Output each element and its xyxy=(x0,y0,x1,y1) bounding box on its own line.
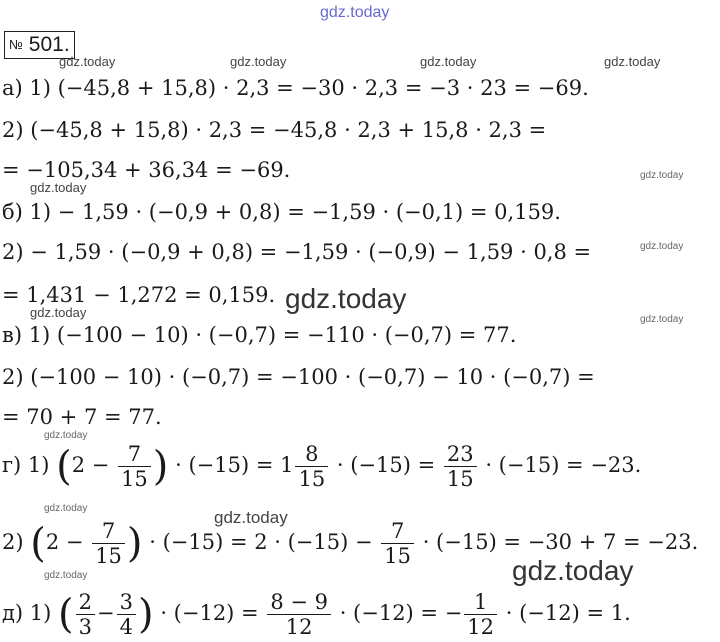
solution-line-a1: а) 1) (−45,8 + 15,8) · 2,3 = −30 · 2,3 = −3 · 23 = −69. xyxy=(2,76,589,100)
watermark: gdz.today xyxy=(30,305,87,320)
solution-line-v3: = 70 + 7 = 77. xyxy=(2,405,162,429)
label: 2) xyxy=(2,530,24,554)
fraction-numerator: 8 xyxy=(305,442,319,466)
expr: · (−15) = −30 + 7 = −23. xyxy=(422,530,699,554)
fraction-denominator: 15 xyxy=(295,466,328,491)
solution-line-g2 xyxy=(2,519,698,568)
watermark: gdz.today xyxy=(230,54,287,69)
watermark: gdz.today xyxy=(214,508,288,527)
solution-line-v1: в) 1) (−100 − 10) · (−0,7) = −110 · (−0,7) = 77. xyxy=(2,323,517,347)
number-sign: № xyxy=(9,37,23,52)
solution-line-v2: 2) (−100 − 10) · (−0,7) = −100 · (−0,7) − 10 · (−0,7) = xyxy=(2,365,595,389)
fraction xyxy=(267,590,331,639)
watermark: gdz.today xyxy=(59,54,116,69)
fraction xyxy=(92,519,125,568)
expr: 2 − xyxy=(71,453,110,477)
fraction-denominator: 15 xyxy=(444,466,477,491)
expr: · (−15) = 2 · (−15) − xyxy=(149,530,373,554)
expr: · (−12) = 1. xyxy=(505,601,631,625)
fraction xyxy=(381,519,414,568)
fraction xyxy=(444,442,477,491)
fraction-numerator: 7 xyxy=(127,442,142,466)
solution-line-b1: б) 1) − 1,59 · (−0,9 + 0,8) = −1,59 · (−0,1) = 0,159. xyxy=(2,200,561,224)
solution-line-a2: 2) (−45,8 + 15,8) · 2,3 = −45,8 · 2,3 + 15,8 · 2,3 = xyxy=(2,118,547,142)
expr: − xyxy=(97,601,115,625)
watermark: gdz.today xyxy=(640,241,684,252)
watermark: gdz.today xyxy=(420,54,477,69)
expr: · (−15) = xyxy=(336,453,436,477)
watermark: gdz.today xyxy=(604,54,661,69)
watermark-large: gdz.today xyxy=(512,555,634,586)
expr: · (−15) = 1 xyxy=(175,453,294,477)
watermark: gdz.today xyxy=(640,314,684,325)
fraction-denominator: 4 xyxy=(117,614,136,639)
fraction xyxy=(76,590,95,639)
fraction-denominator: 3 xyxy=(76,614,95,639)
problem-number: 501. xyxy=(28,33,70,56)
solution-line-g1 xyxy=(2,442,641,491)
fraction-numerator: 2 xyxy=(78,590,93,614)
watermark-large: gdz.today xyxy=(285,283,407,314)
fraction-numerator: 7 xyxy=(101,519,116,543)
watermark: gdz.today xyxy=(44,503,88,514)
paren-open: ( xyxy=(58,591,74,638)
fraction-numerator: 1 xyxy=(473,590,488,614)
expr: · (−15) = −23. xyxy=(485,453,642,477)
fraction-numerator: 7 xyxy=(390,519,405,543)
fraction xyxy=(295,442,328,491)
fraction-denominator: 15 xyxy=(381,543,414,568)
solution-line-b2: 2) − 1,59 · (−0,9 + 0,8) = −1,59 · (−0,9) − 1,59 · 0,8 = xyxy=(2,240,592,264)
watermark: gdz.today xyxy=(30,180,87,195)
fraction-denominator: 12 xyxy=(267,614,331,639)
fraction xyxy=(464,590,497,639)
fraction xyxy=(118,442,151,491)
problem-number-badge xyxy=(4,31,75,59)
label: г) 1) xyxy=(2,453,50,477)
paren-open: ( xyxy=(56,443,72,490)
watermark-top: gdz.today xyxy=(320,4,390,21)
watermark: gdz.today xyxy=(640,170,684,181)
paren-close: ) xyxy=(152,443,169,490)
solution-line-d1 xyxy=(2,590,631,639)
fraction-denominator: 12 xyxy=(464,614,497,639)
watermark: gdz.today xyxy=(44,430,88,441)
paren-close: ) xyxy=(126,520,143,567)
watermark: gdz.today xyxy=(44,570,88,581)
solution-line-a3: = −105,34 + 36,34 = −69. xyxy=(2,158,291,182)
expr: · (−12) = − xyxy=(339,601,463,625)
fraction-denominator: 15 xyxy=(92,543,125,568)
fraction xyxy=(117,590,136,639)
solution-line-b3: = 1,431 − 1,272 = 0,159. xyxy=(2,283,276,307)
paren-close: ) xyxy=(138,591,154,638)
paren-open: ( xyxy=(30,520,46,567)
expr: · (−12) = xyxy=(160,601,259,625)
expr: 2 − xyxy=(45,530,84,554)
label: д) 1) xyxy=(2,601,52,625)
fraction-numerator: 3 xyxy=(119,590,134,614)
fraction-numerator: 23 xyxy=(446,442,474,466)
fraction-denominator: 15 xyxy=(118,466,151,491)
fraction-numerator: 8 − 9 xyxy=(270,590,328,614)
